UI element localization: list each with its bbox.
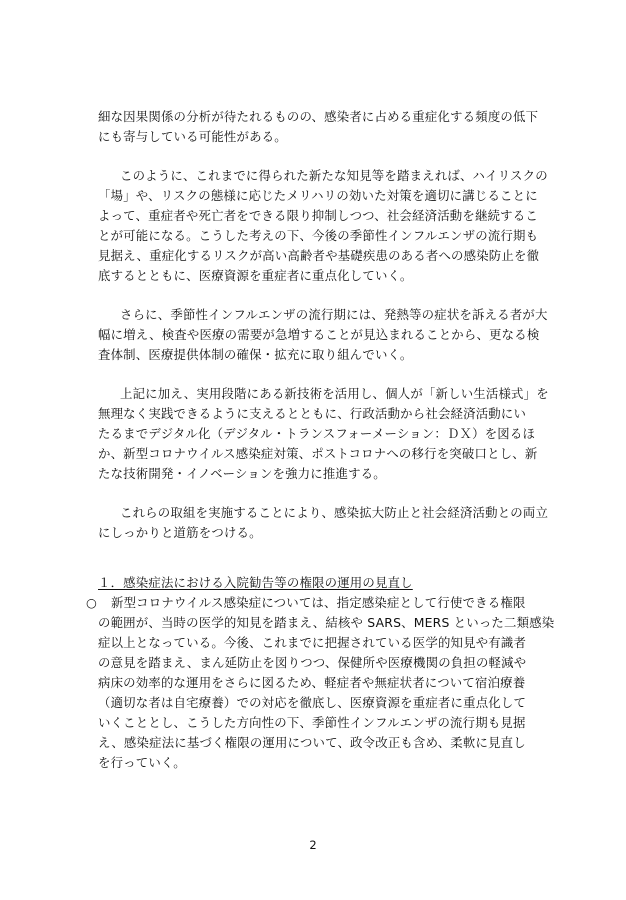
section-line: 病床の効率的な運用をさらに図るため、軽症者や無症状者について宿泊療養 — [98, 675, 526, 690]
section-line: え、感染症法に基づく権限の運用について、政令改正も含め、柔軟に見直し — [98, 735, 526, 750]
paragraph-line: 査体制、医療提供体制の確保・拡充に取り組んでいく。 — [98, 347, 413, 362]
paragraph-line: 無理なく実践できるように支えるとともに、行政活動から社会経済活動にい — [98, 406, 527, 421]
paragraph-line: にも寄与している可能性がある。 — [98, 129, 287, 144]
page-number: 2 — [309, 838, 317, 852]
paragraph-line: たな技術開発・イノベーションを強力に推進する。 — [98, 466, 386, 481]
paragraph-line: さらに、季節性インフルエンザの流行期には、発熱等の症状を訴える者が大 — [120, 307, 548, 322]
paragraph-line: 底するとともに、医療資源を重症者に重点化していく。 — [98, 268, 413, 283]
paragraph-line: このように、これまでに得られた新たな知見等を踏まえれば、ハイリスクの — [120, 168, 548, 183]
paragraph-line: 「場」や、リスクの態様に応じたメリハリの効いた対策を適切に講じることに — [98, 188, 538, 203]
section-line: を行っていく。 — [98, 755, 186, 770]
paragraph-line: 幅に増え、検査や医療の需要が急増することが見込まれることから、更なる検 — [98, 327, 540, 342]
paragraph-line: とが可能になる。こうした考えの下、今後の季節性インフルエンザの流行期も — [98, 228, 539, 243]
section-line: （適切な者は自宅療養）での対応を徹底し、医療資源を重症者に重点化して — [98, 695, 527, 710]
section-heading: １．感染症法における入院勧告等の権限の運用の見直し — [98, 575, 413, 590]
section-line: いくこととし、こうした方向性の下、季節性インフルエンザの流行期も見据 — [98, 715, 526, 730]
paragraph-line: にしっかりと道筋をつける。 — [98, 525, 262, 540]
bullet-circle-icon: ○ — [86, 595, 98, 610]
section-line: の意見を踏まえ、まん延防止を図りつつ、保健所や医療機関の負担の軽減や — [98, 655, 527, 670]
paragraph-line: よって、重症者や死亡者をできる限り抑制しつつ、社会経済活動を継続するこ — [98, 208, 538, 223]
section-line: 新型コロナウイルス感染症については、指定感染症として行使できる権限 — [111, 595, 526, 610]
paragraph-line: 見据え、重症化するリスクが高い高齢者や基礎疾患のある者への感染防止を徹 — [98, 248, 540, 263]
paragraph-line: 上記に加え、実用段階にある新技術を活用し、個人が「新しい生活様式」を — [120, 386, 549, 401]
paragraph-line: 細な因果関係の分析が待たれるものの、感染者に占める重症化する頻度の低下 — [98, 109, 539, 124]
paragraph-line: たるまでデジタル化（デジタル・トランスフォーメーション：ＤＸ）を図るほ — [98, 426, 536, 441]
paragraph-line: か、新型コロナウイルス感染症対策、ポストコロナへの移行を突破口とし、新 — [98, 446, 538, 461]
section-line: 症以上となっている。今後、これまでに把握されている医学的知見や有識者 — [98, 635, 527, 650]
paragraph-line: これらの取組を実施することにより、感染拡大防止と社会経済活動との両立 — [120, 505, 549, 520]
section-line: の範囲が、当時の医学的知見を踏まえ、結核や SARS、MERS といった二類感染 — [98, 615, 555, 630]
